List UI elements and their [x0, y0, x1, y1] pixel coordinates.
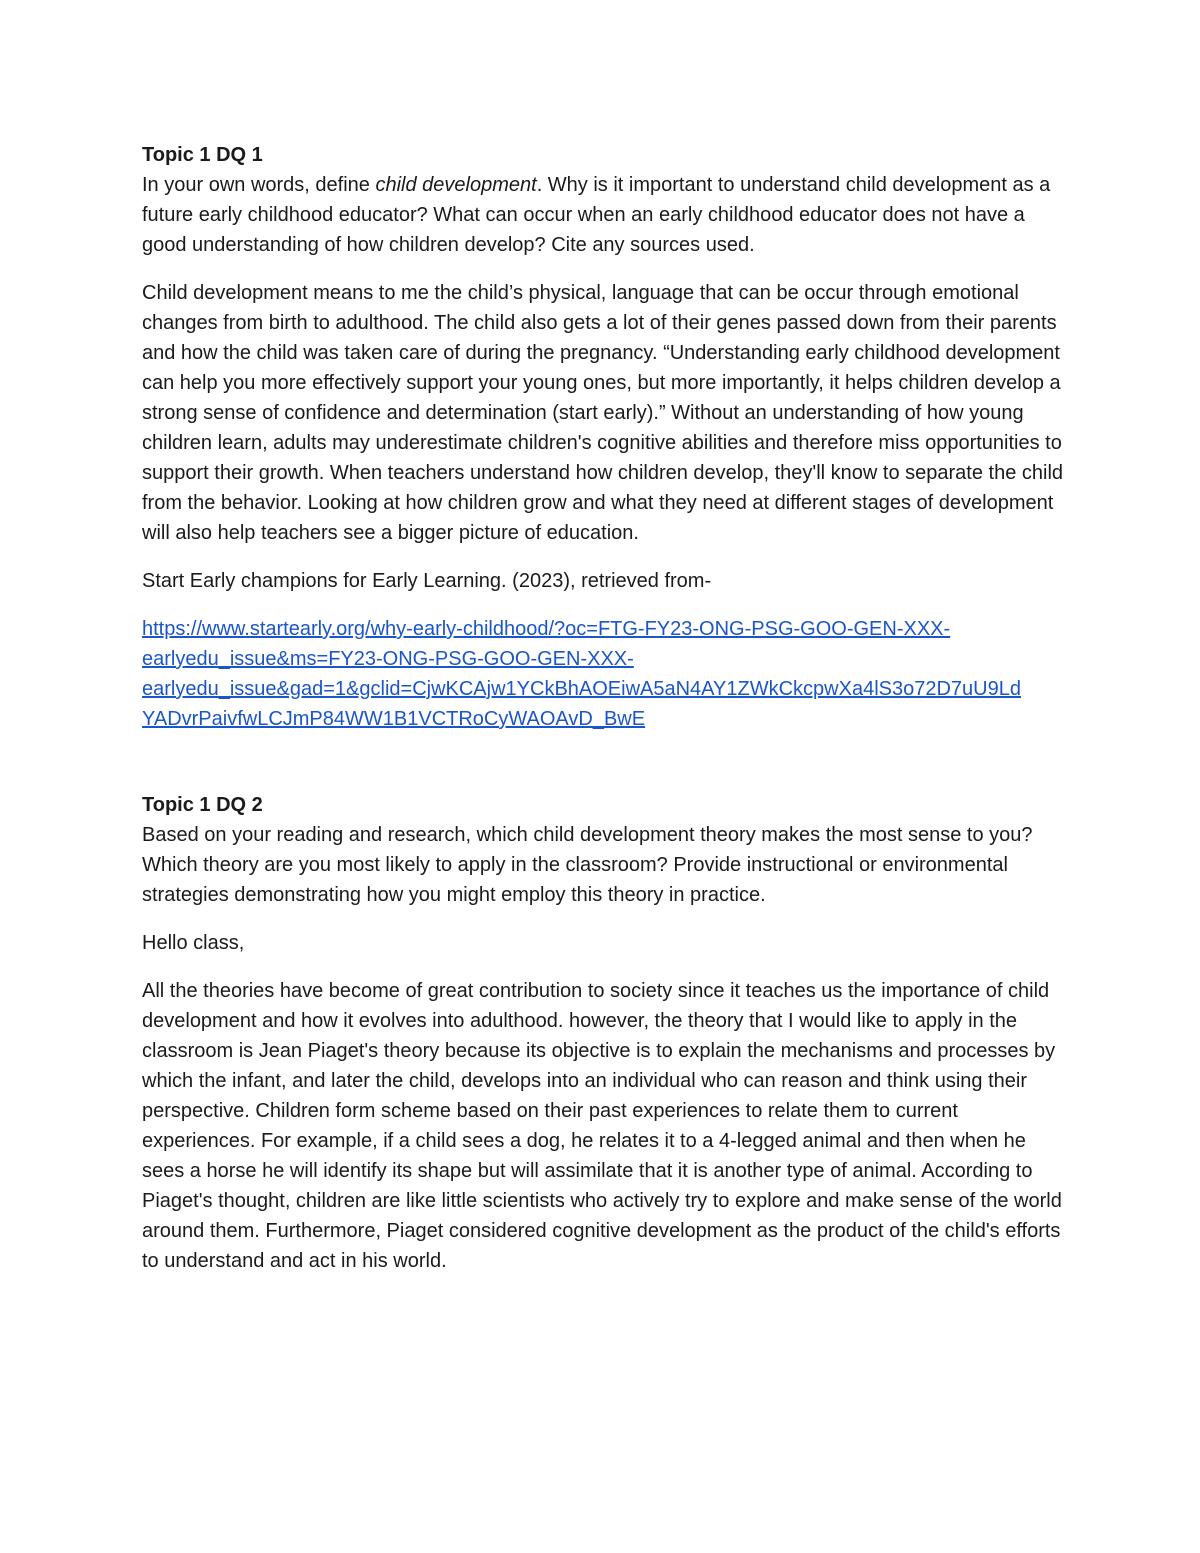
dq1-response: Child development means to me the child’s physical, language that can be occur through emotional changes from birth to adulthood. The child also gets a lot of their genes passed down from their parents and how the child was taken care of during the pregnancy. “Understanding early childhood development can help you more effectively support your young ones, but more importantly, it helps children develop a strong sense of confidence and determination (start early).” Without an understanding of how young children learn, adults may underestimate children's cognitive abilities and therefore miss opportunities to support their growth. When teachers understand how children develop, they'll know to separate the child from the behavior. Looking at how children grow and what they need at different stages of development will also help teachers see a bigger picture of education. — [142, 282, 1064, 544]
section-spacer — [142, 734, 1067, 790]
dq2-heading: Topic 1 DQ 2 — [142, 794, 263, 816]
dq2-prompt: Based on your reading and research, which child development theory makes the most sense to you? Which theory are you most likely to apply in the classroom? Provide instructional or environmental strategies demonstrating how you might employ this theory in practice. — [142, 824, 1033, 906]
dq1-heading: Topic 1 DQ 1 — [142, 144, 263, 166]
dq1-section — [142, 140, 1067, 734]
dq1-prompt-end: . Why is it important to understand child development as a future early childhood educator? What can occur when an early childhood educator does not have a good understanding of how children develop? Cite any sources used. — [142, 174, 1051, 256]
source-link-line[interactable]: earlyedu_issue&gad=1&gclid=CjwKCAjw1YCkBhAOEiwA5aN4AY1ZWkCkcpwXa4lS3o72D7uU9Ld — [142, 678, 1021, 700]
dq2-greeting: Hello class, — [142, 932, 245, 954]
source-link-line[interactable]: YADvrPaivfwLCJmP84WW1B1VCTRoCyWAOAvD_BwE — [142, 708, 646, 730]
dq1-prompt-start: In your own words, define — [142, 174, 376, 196]
dq1-prompt-italic-term: child development — [375, 174, 537, 196]
source-link-line[interactable]: earlyedu_issue&ms=FY23-ONG-PSG-GOO-GEN-XXX- — [142, 648, 634, 670]
document-page — [142, 140, 1067, 1294]
dq2-response: All the theories have become of great contribution to society since it teaches us the importance of child development and how it evolves into adulthood. however, the theory that I would like to apply in the classroom is Jean Piaget's theory because its objective is to explain the mechanisms and processes by which the infant, and later the child, develops into an individual who can reason and think using their perspective. Children form scheme based on their past experiences to relate them to current experiences. For example, if a child sees a dog, he relates it to a 4-legged animal and then when he sees a horse he will identify its shape but will assimilate that it is another type of animal. According to Piaget's thought, children are like little scientists who actively try to explore and make sense of the world around them. Furthermore, Piaget considered cognitive development as the product of the child's efforts to understand and act in his world. — [142, 980, 1062, 1272]
dq2-section — [142, 790, 1067, 1276]
dq1-prompt — [142, 170, 1067, 260]
dq1-citation: Start Early champions for Early Learning. (2023), retrieved from- — [142, 570, 712, 592]
source-link-line[interactable]: https://www.startearly.org/why-early-childhood/?oc=FTG-FY23-ONG-PSG-GOO-GEN-XXX- — [142, 618, 951, 640]
source-link[interactable] — [142, 614, 1067, 734]
